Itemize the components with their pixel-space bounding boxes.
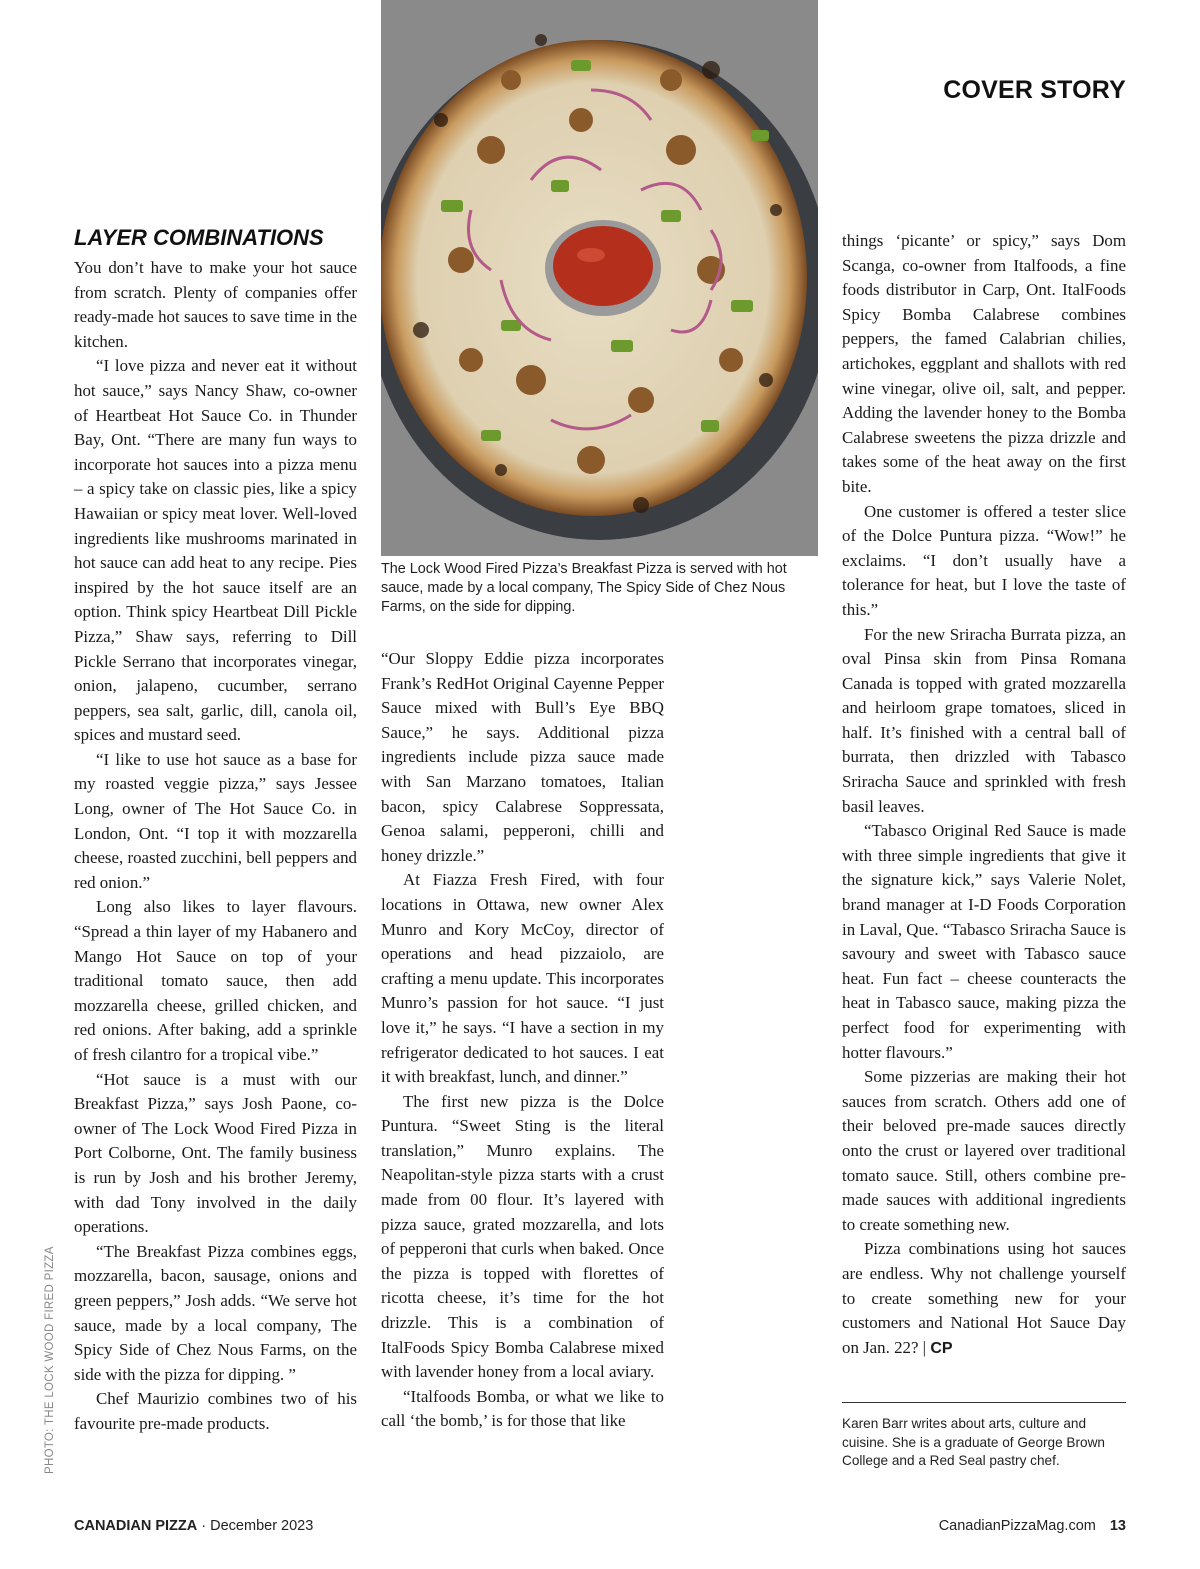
publication-name: CANADIAN PIZZA bbox=[74, 1518, 198, 1534]
section-heading: LAYER COMBINATIONS bbox=[74, 225, 324, 250]
paragraph: The first new pizza is the Dolce Puntura. “Sweet Sting is the literal translation,” Munro explains. The Neapolitan-style pizza starts with a crust made from 00 flour. It’s layered with pizza sauce, grated mozzarella, and lots of pepperoni that curls when baked. Once the pizza is topped with florettes of ricotta cheese, it’s time for the hot drizzle. This is a combination of ItalFoods Spicy Bomba Calabrese mixed with lavender honey from a local aviary. bbox=[381, 1091, 664, 1382]
issue-date: December 2023 bbox=[210, 1518, 314, 1534]
paragraph: At Fiazza Fresh Fired, with four locations in Ottawa, new owner Alex Munro and Kory McCoy, director of operations and head pizzaiolo, are crafting a menu update. This incorporates Munro’s passion for hot sauce. “I just love it,” he says. “I have a section in my refrigerator dedicated to hot sauces. I eat it with breakfast, lunch, and dinner.” bbox=[381, 870, 664, 1087]
paragraph: “Tabasco Original Red Sauce is made with three simple ingredients that give it the signature kick,” says Valerie Nolet, brand manager at I-D Foods Corporation in Laval, Que. “Tabasco Sriracha Sauce is savoury and sweet with Tabasco sauce heat. Fun fact – cheese counteracts the heat in Tabasco sauce, making pizza the perfect food for experimenting with hotter flavours.” bbox=[842, 821, 1126, 1062]
paragraph: “Our Sloppy Eddie pizza incorporates Frank’s RedHot Original Cayenne Pepper Sauce mixed with Bull’s Eye BBQ Sauce,” he says. Additional pizza ingredients include pizza sauce made with San Marzano tomatoes, Italian bacon, spicy Calabrese Soppressata, Genoa salami, pepperoni, chilli and honey drizzle.” bbox=[381, 649, 664, 865]
pizza-photo bbox=[381, 0, 818, 556]
divider bbox=[842, 1402, 1126, 1403]
author-bio: Karen Barr writes about arts, culture and cuisine. She is a graduate of George Brown College and a Red Seal pastry chef. bbox=[842, 1416, 1105, 1468]
end-mark: CP bbox=[930, 1339, 953, 1357]
paragraph: For the new Sriracha Burrata pizza, an oval Pinsa skin from Pinsa Romana Canada is topped with grated mozzarella and heirloom grape tomatoes, sliced in half. It’s finished with a central ball of burrata, then drizzled with Tabasco Sriracha Sauce and sprinkled with fresh basil leaves. bbox=[842, 624, 1126, 816]
paragraph: Long also likes to layer flavours. “Spread a thin layer of my Habanero and Mango Hot Sauce on top of your traditional tomato sauce, then add mozzarella cheese, grilled chicken, and red onions. After baking, add a sprinkle of fresh cilantro for a tropical vibe.” bbox=[74, 897, 357, 1064]
paragraph: You don’t have to make your hot sauce from scratch. Plenty of companies offer ready-made hot sauces to save time in the kitchen. bbox=[74, 258, 357, 351]
article-column-1 bbox=[74, 256, 357, 1437]
page-number: 13 bbox=[1109, 1518, 1126, 1534]
paragraph: “Italfoods Bomba, or what we like to call ‘the bomb,’ is for those that like bbox=[381, 1386, 664, 1431]
website-link[interactable]: CanadianPizzaMag.com bbox=[938, 1518, 1096, 1534]
paragraph: “I love pizza and never eat it without hot sauce,” says Nancy Shaw, co-owner of Heartbeat Hot Sauce Co. in Thunder Bay, Ont. “There are many fun ways to incorporate hot sauces into a pizza menu – a spicy take on classic pies, like a spicy Hawaiian or spicy meat lover. Well-loved ingredients like mushrooms marinated in hot sauce can add heat to any recipe. Pies inspired by the hot sauce itself are an option. Think spicy Heartbeat Dill Pickle Pizza,” Shaw says, referring to Dill Pickle Serrano that incorporates vinegar, onion, jalapeno, cucumber, serrano peppers, sea salt, garlic, dill, canola oil, spices and mustard seed. bbox=[74, 356, 357, 745]
footer-website bbox=[939, 1518, 1126, 1534]
footer-separator: · bbox=[197, 1518, 211, 1534]
paragraph: “I like to use hot sauce as a base for my roasted veggie pizza,” says Jessee Long, owner of The Hot Sauce Co. in London, Ont. “I top it with mozzarella cheese, roasted zucchini, bell peppers and red onion.” bbox=[74, 749, 357, 892]
paragraph: “The Breakfast Pizza combines eggs, mozzarella, bacon, sausage, onions and green peppers,” Josh adds. “We serve hot sauce, made by a local company, The Spicy Side of Chez Nous Farms, on the side with the pizza for dipping. ” bbox=[74, 1241, 357, 1384]
final-text: Pizza combinations using hot sauces are endless. Why not challenge yourself to create something new for your customers and National Hot Sauce Day on Jan. 22? | bbox=[842, 1239, 1126, 1357]
paragraph: One customer is offered a tester slice of the Dolce Puntura pizza. “Wow!” he exclaims. “I don’t usually have a tolerance for heat, but I love the taste of this.” bbox=[842, 501, 1126, 619]
photo-caption: The Lock Wood Fired Pizza’s Breakfast Pizza is served with hot sauce, made by a local company, The Spicy Side of Chez Nous Farms, on the side for dipping. bbox=[381, 561, 787, 615]
paragraph: “Hot sauce is a must with our Breakfast Pizza,” says Josh Paone, co-owner of The Lock Wood Fired Pizza in Port Colborne, Ont. The family business is run by Josh and his brother Jeremy, with dad Tony involved in the daily operations. bbox=[74, 1069, 357, 1237]
photo-credit: PHOTO: THE LOCK WOOD FIRED PIZZA bbox=[44, 1246, 56, 1474]
paragraph: Some pizzerias are making their hot sauces from scratch. Others add one of their beloved pre-made sauces directly onto the crust or layered over traditional tomato sauce. Still, others combine pre-made sauces with additional ingredients to create something new. bbox=[842, 1067, 1126, 1234]
paragraph: Chef Maurizio combines two of his favourite pre-made products. bbox=[74, 1389, 357, 1433]
footer-publication bbox=[74, 1518, 313, 1534]
paragraph: things ‘picante’ or spicy,” says Dom Scanga, co-owner from Italfoods, a fine foods distributor in Carp, Ont. ItalFoods Spicy Bomba Calabrese combines peppers, the famed Calabrian chilies, artichokes, eggplant and shallots with red wine vinegar, olive oil, salt, and pepper. Adding the lavender honey to the Bomba Calabrese sweetens the pizza drizzle and takes some of the heat away on the first bite. bbox=[842, 231, 1126, 496]
section-label: COVER STORY bbox=[943, 76, 1126, 104]
article-column-3 bbox=[842, 229, 1126, 1361]
article-column-2 bbox=[381, 647, 664, 1434]
paragraph-final bbox=[842, 1237, 1126, 1361]
